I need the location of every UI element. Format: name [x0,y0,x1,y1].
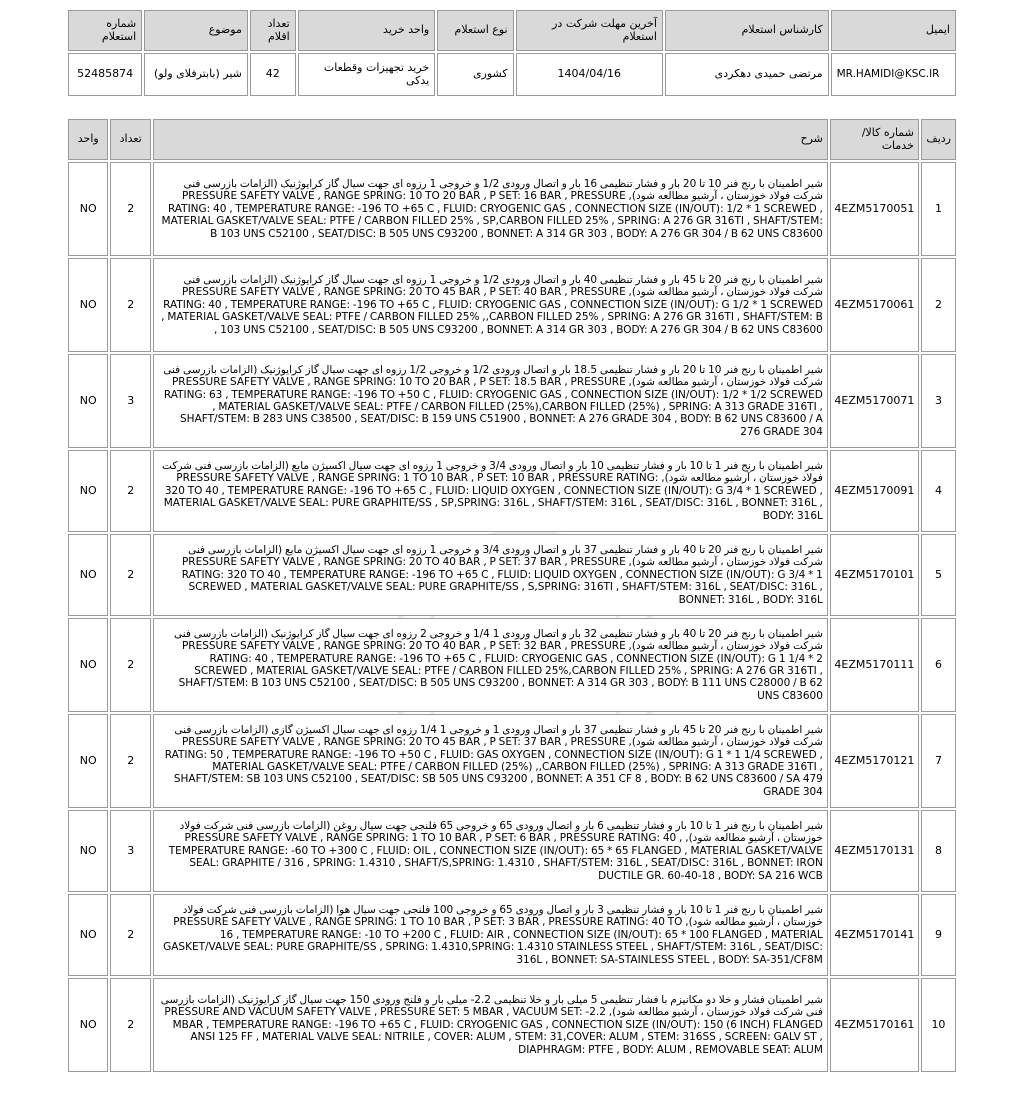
item-qty: 2 [110,714,150,808]
item-code: 4EZM5170091 [830,450,919,532]
item-qty: 2 [110,258,150,352]
deadline: 1404/04/16 [516,53,663,96]
item-unit: NO [68,714,108,808]
table-row [68,162,956,256]
inquiry-number: 52485874 [68,53,142,96]
item-count: 42 [250,53,296,96]
item-qty: 2 [110,894,150,976]
item-row-number: 1 [921,162,956,256]
table-row [68,810,956,892]
expert-name: مرتضی حمیدی دهکردی [665,53,829,96]
item-description: شیر اطمینان با رنج فنر 20 تا 45 بار و فشار تنظیمی 40 بار و اتصال ورودی 1/2 و خروجی 1 رزوه ای جهت سیال گاز کرایوژنیک (الزامات بازرسی فنی شرکت فولاد خوزستان ، آرشیو مطالعه شود), PRESSURE SAFETY VALVE , RANGE SPRING: 20 TO 45 BAR , P SET: 40 BAR , PRESSURE RATING: 40 , TEMPERATURE RANGE: -196 TO +65 C , FLUID: CRYOGENIC GAS , CONNECTION SIZE (IN/OUT): G 1/2 * 1 SCREWED , MATERIAL GASKET/VALVE SEAL: PTFE / CARBON FILLED 25% ,,CARBON FILLED 25% , SPRING: A 276 GR 316TI , SHAFT/STEM: B 103 UNS C52100 , SEAT/DISC: B 505 UNS C93200 , BONNET: A 314 GR 303 , BODY: A 276 GR 304 / B 62 UNS C83600 , [153,258,828,352]
item-row-number: 3 [921,354,956,448]
item-code: 4EZM5170101 [830,534,919,616]
table-row [68,450,956,532]
item-row-number: 10 [921,978,956,1072]
item-description: شیر اطمینان با رنج فنر 20 تا 40 بار و فشار تنظیمی 32 بار و اتصال ورودی 1 1/4 و خروجی 2 رزوه ای جهت سیال گاز کرایوژنیک (الزامات بازرسی فنی شرکت فولاد خوزستان ، آرشیو مطالعه شود), PRESSURE SAFETY VALVE , RANGE SPRING: 20 TO 40 BAR , P SET: 32 BAR , PRESSURE RATING: 40 , TEMPERATURE RANGE: -196 TO +65 C , FLUID: CRYOGENIC GAS , CONNECTION SIZE (IN/OUT): G 1 1/4 * 2 SCREWED , MATERIAL GASKET/VALVE SEAL: PTFE / CARBON FILLED 25%,CARBON FILLED 25% , SPRING: A 276 GR 316TI , SHAFT/STEM: B 103 UNS C52100 , SEAT/DISC: B 505 UNS C93200 , BONNET: A 314 GR 303 , BODY: B 111 UNS C28000 / B 62 UNS C83600 [153,618,828,712]
col-description: شرح [153,119,828,160]
col-subject: موضوع [144,10,248,51]
col-qty: تعداد [110,119,150,160]
item-unit: NO [68,450,108,532]
col-item-code: شماره کالا/خدمات [830,119,919,160]
item-qty: 2 [110,534,150,616]
item-unit: NO [68,894,108,976]
item-description: شیر اطمینان با رنج فنر 20 تا 40 بار و فشار تنظیمی 37 بار و اتصال ورودی 3/4 و خروجی 1 رزوه ای جهت سیال اکسیژن مایع (الزامات بازرسی فنی شرکت فولاد خوزستان ، آرشیو مطالعه شود), PRESSURE SAFETY VALVE , RANGE SPRING: 20 TO 40 BAR , P SET: 37 BAR , PRESSURE RATING: 320 TO 40 , TEMPERATURE RANGE: -196 TO +65 C , FLUID: LIQUID OXYGEN , CONNECTION SIZE (IN/OUT): G 3/4 * 1 SCREWED , MATERIAL GASKET/VALVE SEAL: PURE GRAPHITE/SS , S,SPRING: 316TI , SHAFT/STEM: 316L , SEAT/DISC: 316L , BONNET: 316L , BODY: 316L [153,534,828,616]
item-code: 4EZM5170121 [830,714,919,808]
item-description: شیر اطمینان با رنج فنر 1 تا 10 بار و فشار تنظیمی 6 بار و اتصال ورودی 65 و خروجی 65 فلنجی جهت سیال روغن (الزامات بازرسی فنی شرکت فولاد خوزستان ، آرشیو مطالعه شود), PRESSURE SAFETY VALVE , RANGE SPRING: 1 TO 10 BAR , P SET: 6 BAR , PRESSURE RATING: 40 , TEMPERATURE RANGE: -60 TO +300 C , FLUID: OIL , CONNECTION SIZE (IN/OUT): 65 * 65 FLANGED , MATERIAL GASKET/VALVE SEAL: GRAPHITE / 316 , SPRING: 1.4310 , SHAFT/S,SPRING: 1.4310 , SHAFT/STEM: 316L , SEAT/DISC: 316L , BONNET: IRON DUCTILE GR. 60-40-18 , BODY: SA 216 WCB [153,810,828,892]
item-code: 4EZM5170111 [830,618,919,712]
inquiry-subject: شیر (بابترفلای ولو) [144,53,248,96]
item-unit: NO [68,978,108,1072]
item-description: شیر اطمینان فشار و خلا دو مکانیزم با فشار تنظیمی 5 میلی بار و خلا تنظیمی 2.2- میلی بار و فلنج ورودی 150 جهت سیال گاز کرایوژنیک (الزامات بازرسی فنی شرکت فولاد خوزستان ، آرشیو مطالعه شود), PRESSURE AND VACUUM SAFETY VALVE , PRESSURE SET: 5 MBAR , VACUUM SET: -2.2 MBAR , TEMPERATURE RANGE: -196 TO +65 C , FLUID: CRYOGENIC GAS , CONNECTION SIZE (IN/OUT): 150 (6 INCH) FLANGED ANSI 125 FF , MATERIAL VALVE SEAL: NITRILE , COVER: ALUM , STEM: 31,COVER: ALUM , STEM: 316SS , SCREEN: GALV ST , DIAPHRAGM: PTFE , BODY: ALUM , REMOVABLE SEAT: ALUM [153,978,828,1072]
items-table [66,117,958,1074]
item-qty: 3 [110,354,150,448]
item-row-number: 4 [921,450,956,532]
col-item-count: تعداد اقلام [250,10,296,51]
purchase-unit: خرید تجهیزات وقطعات یدکی [298,53,436,96]
item-qty: 2 [110,978,150,1072]
item-unit: NO [68,810,108,892]
item-unit: NO [68,354,108,448]
table-row [68,894,956,976]
item-row-number: 9 [921,894,956,976]
item-unit: NO [68,534,108,616]
item-code: 4EZM5170131 [830,810,919,892]
item-qty: 3 [110,810,150,892]
item-unit: NO [68,258,108,352]
table-row [68,978,956,1072]
item-row-number: 7 [921,714,956,808]
items-header-row [68,119,956,160]
item-code: 4EZM5170061 [830,258,919,352]
item-qty: 2 [110,450,150,532]
table-row [68,534,956,616]
expert-email[interactable]: MR.HAMIDI@KSC.IR [831,53,956,96]
item-description: شیر اطمینان با رنج فنر 10 تا 20 بار و فشار تنظیمی 16 بار و اتصال ورودی 1/2 و خروجی 1 رزوه ای جهت سیال گاز کرایوژنیک (الزامات بازرسی فنی شرکت فولاد خوزستان ، آرشیو مطالعه شود), PRESSURE SAFETY VALVE , RANGE SPRING: 10 TO 20 BAR , P SET: 16 BAR , PRESSURE RATING: 40 , TEMPERATURE RANGE: -196 TO +65 C , FLUID: CRYOGENIC GAS , CONNECTION SIZE (IN/OUT): 1/2 * 1 SCREWED , MATERIAL GASKET/VALVE SEAL: PTFE / CARBON FILLED 25% , SP,CARBON FILLED 25% , SPRING: A 276 GR 316TI , SHAFT/STEM: B 103 UNS C52100 , SEAT/DISC: B 505 UNS C93200 , BONNET: A 314 GR 303 , BODY: A 276 GR 304 / B 62 UNS C83600 [153,162,828,256]
item-code: 4EZM5170051 [830,162,919,256]
col-purchase-unit: واحد خرید [298,10,436,51]
col-unit: واحد [68,119,108,160]
col-inquiry-number: شماره استعلام [68,10,142,51]
col-deadline: آخرین مهلت شرکت در استعلام [516,10,663,51]
item-code: 4EZM5170161 [830,978,919,1072]
col-expert: کارشناس استعلام [665,10,829,51]
item-unit: NO [68,618,108,712]
table-row [68,714,956,808]
item-code: 4EZM5170071 [830,354,919,448]
table-row [68,258,956,352]
item-qty: 2 [110,162,150,256]
item-row-number: 5 [921,534,956,616]
header-row [68,10,956,51]
item-row-number: 6 [921,618,956,712]
table-row [68,354,956,448]
header-data-row [68,53,956,96]
item-code: 4EZM5170141 [830,894,919,976]
item-unit: NO [68,162,108,256]
item-row-number: 8 [921,810,956,892]
item-description: شیر اطمینان با رنج فنر 20 تا 45 بار و فشار تنظیمی 37 بار و اتصال ورودی 1 و خروجی 1 1/4 رزوه ای جهت سیال اکسیژن گازی (الزامات بازرسی فنی شرکت فولاد خوزستان ، آرشیو مطالعه شود), PRESSURE SAFETY VALVE , RANGE SPRING: 20 TO 45 BAR , P SET: 37 BAR , PRESSURE RATING: 50 , TEMPERATURE RANGE: -196 TO +50 C , FLUID: GAS OXYGEN , CONNECTION SIZE (IN/OUT): G 1 * 1 1/4 SCREWED , MATERIAL GASKET/VALVE SEAL: PTFE / CARBON FILLED (25%) ,,CARBON FILLED (25%) , SPRING: A 313 GRADE 316TI , SHAFT/STEM: SB 103 UNS C52100 , SEAT/DISC: SB 505 UNS C93200 , BONNET: A 351 CF 8 , BODY: B 62 UNS C83600 / SA 479 GRADE 304 [153,714,828,808]
col-row-number: ردیف [921,119,956,160]
inquiry-header-table [66,8,958,98]
col-inquiry-type: نوع استعلام [437,10,513,51]
item-description: شیر اطمینان با رنج فنر 1 تا 10 بار و فشار تنظیمی 10 بار و اتصال ورودی 3/4 و خروجی 1 رزوه ای جهت سیال اکسیژن مایع (الزامات بازرسی فنی شرکت فولاد خوزستان ، آرشیو مطالعه شود), PRESSURE SAFETY VALVE , RANGE SPRING: 1 TO 10 BAR , P SET: 10 BAR , PRESSURE RATING: 320 TO 40 , TEMPERATURE RANGE: -196 TO +65 C , FLUID: LIQUID OXYGEN , CONNECTION SIZE (IN/OUT): G 3/4 * 1 SCREWED , MATERIAL GASKET/VALVE SEAL: PURE GRAPHITE/SS , SP,SPRING: 316L , SHAFT/STEM: 316L , SEAT/DISC: 316L , BONNET: 316L , BODY: 316L [153,450,828,532]
item-row-number: 2 [921,258,956,352]
item-qty: 2 [110,618,150,712]
col-email: ایمیل [831,10,956,51]
item-description: شیر اطمینان با رنج فنر 1 تا 10 بار و فشار تنظیمی 3 بار و اتصال ورودی 65 و خروجی 100 فلنجی جهت سیال هوا (الزامات بازرسی فنی شرکت فولاد خوزستان ، آرشیو مطالعه شود), PRESSURE SAFETY VALVE , RANGE SPRING: 1 TO 10 BAR , P SET: 3 BAR , PRESSURE RATING: 40 TO 16 , TEMPERATURE RANGE: -10 TO +200 C , FLUID: AIR , CONNECTION SIZE (IN/OUT): 65 * 100 FLANGED , MATERIAL GASKET/VALVE SEAL: PURE GRAPHITE/SS , SPRING: 1.4310,SPRING: 1.4310 STAINLESS STEEL , SHAFT/STEM: 316L , SEAT/DISC: 316L , BONNET: SA-STAINLESS STEEL , BODY: SA-351/CF8M [153,894,828,976]
table-row [68,618,956,712]
item-description: شیر اطمینان با رنج فنر 10 تا 20 بار و فشار تنظیمی 18.5 بار و اتصال ورودی 1/2 و خروجی 1/2 رزوه ای جهت سیال گاز کرایوژنیک (الزامات بازرسی فنی شرکت فولاد خوزستان ، آرشیو مطالعه شود), PRESSURE SAFETY VALVE , RANGE SPRING: 10 TO 20 BAR , P SET: 18.5 BAR , PRESSURE RATING: 63 , TEMPERATURE RANGE: -196 TO +50 C , FLUID: CRYOGENIC GAS , CONNECTION SIZE (IN/OUT): 1/2 * 1/2 SCREWED , MATERIAL GASKET/VALVE SEAL: PTFE / CARBON FILLED (25%),CARBON FILLED (25%) , SPRING: A 313 GRADE 316TI , SHAFT/STEM: B 283 UNS C38500 , SEAT/DISC: B 159 UNS C51900 , BONNET: A 276 GRADE 304 , BODY: B 62 UNS C83600 / A 276 GRADE 304 [153,354,828,448]
inquiry-type: کشوری [437,53,513,96]
